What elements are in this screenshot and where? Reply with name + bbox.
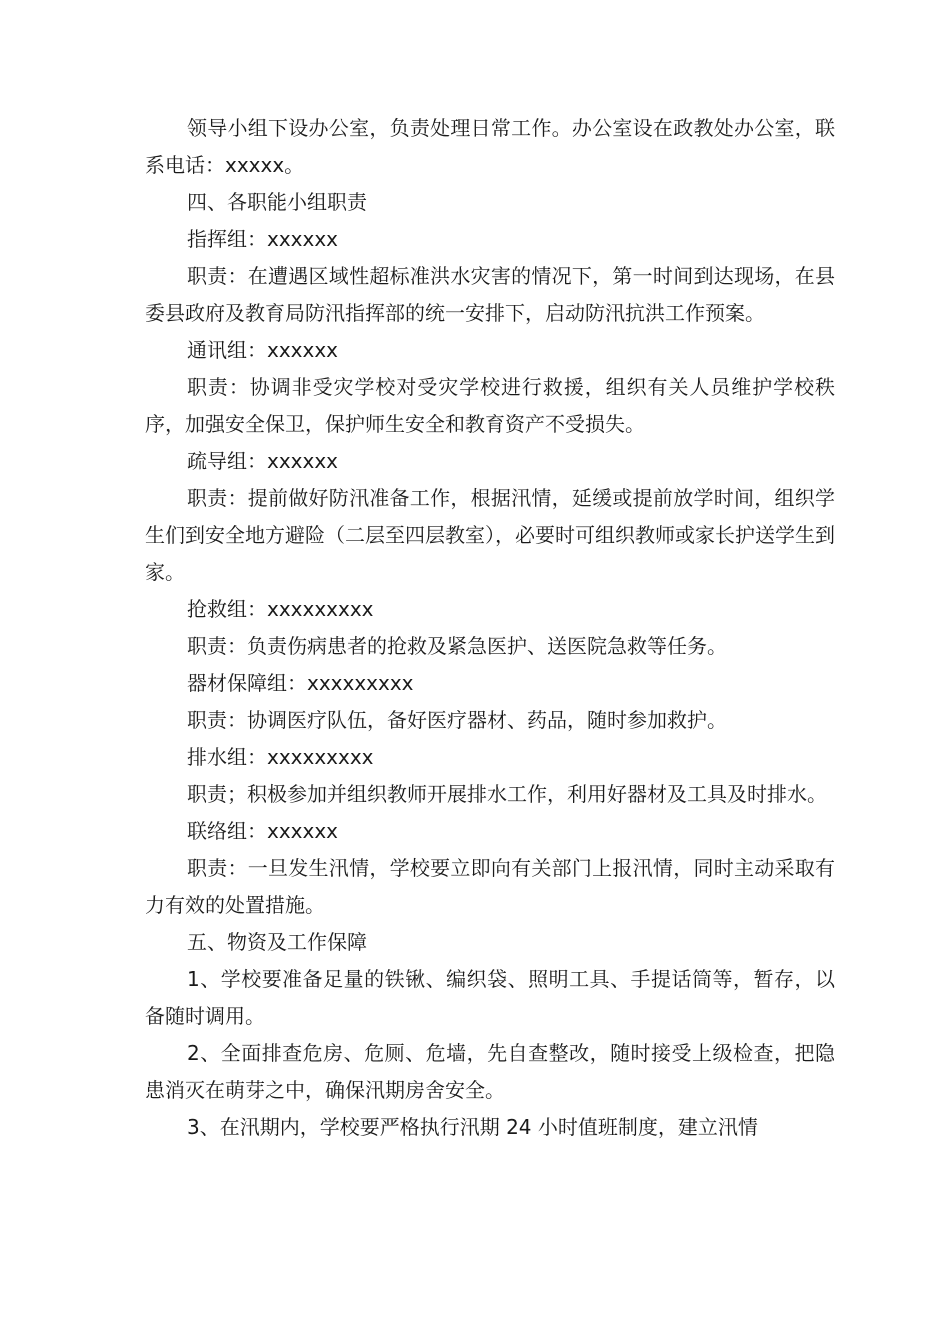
paragraph-guidance-duties: 职责：提前做好防汛准备工作，根据汛情，延缓或提前放学时间，组织学生们到安全地方避险（二层至四层教室），必要时可组织教师或家长护送学生到家。 <box>145 486 835 584</box>
paragraph-communication-group: 通讯组：xxxxxx <box>187 338 339 362</box>
section-heading-materials: 五、物资及工作保障 <box>187 930 367 954</box>
paragraph-liaison-group: 联络组：xxxxxx <box>187 819 339 843</box>
document-body <box>145 110 835 1146</box>
paragraph-command-group: 指挥组：xxxxxx <box>187 227 339 251</box>
paragraph-drainage-duties: 职责；积极参加并组织教师开展排水工作，利用好器材及工具及时排水。 <box>187 782 827 806</box>
paragraph-equipment-group: 器材保障组：xxxxxxxxx <box>187 671 414 695</box>
paragraph-materials-item-2: 2、全面排查危房、危厕、危墙，先自查整改，随时接受上级检查，把隐患消灭在萌芽之中，确保汛期房舍安全。 <box>145 1041 835 1102</box>
paragraph-command-duties: 职责：在遭遇区域性超标准洪水灾害的情况下，第一时间到达现场，在县委县政府及教育局防汛指挥部的统一安排下，启动防汛抗洪工作预案。 <box>145 264 835 325</box>
section-heading-group-duties: 四、各职能小组职责 <box>187 190 367 214</box>
paragraph-drainage-group: 排水组：xxxxxxxxx <box>187 745 374 769</box>
paragraph-rescue-group: 抢救组：xxxxxxxxx <box>187 597 374 621</box>
paragraph-office: 领导小组下设办公室，负责处理日常工作。办公室设在政教处办公室，联系电话：xxxxx。 <box>145 116 835 177</box>
paragraph-materials-item-3: 3、在汛期内，学校要严格执行汛期 24 小时值班制度，建立汛情 <box>187 1115 758 1139</box>
paragraph-rescue-duties: 职责：负责伤病患者的抢救及紧急医护、送医院急救等任务。 <box>187 634 727 658</box>
paragraph-guidance-group: 疏导组：xxxxxx <box>187 449 339 473</box>
paragraph-equipment-duties: 职责：协调医疗队伍，备好医疗器材、药品，随时参加救护。 <box>187 708 727 732</box>
paragraph-liaison-duties: 职责：一旦发生汛情，学校要立即向有关部门上报汛情，同时主动采取有力有效的处置措施。 <box>145 856 835 917</box>
paragraph-materials-item-1: 1、学校要准备足量的铁锹、编织袋、照明工具、手提话筒等，暂存，以备随时调用。 <box>145 967 835 1028</box>
paragraph-communication-duties: 职责：协调非受灾学校对受灾学校进行救援，组织有关人员维护学校秩序，加强安全保卫，保护师生安全和教育资产不受损失。 <box>145 375 835 436</box>
